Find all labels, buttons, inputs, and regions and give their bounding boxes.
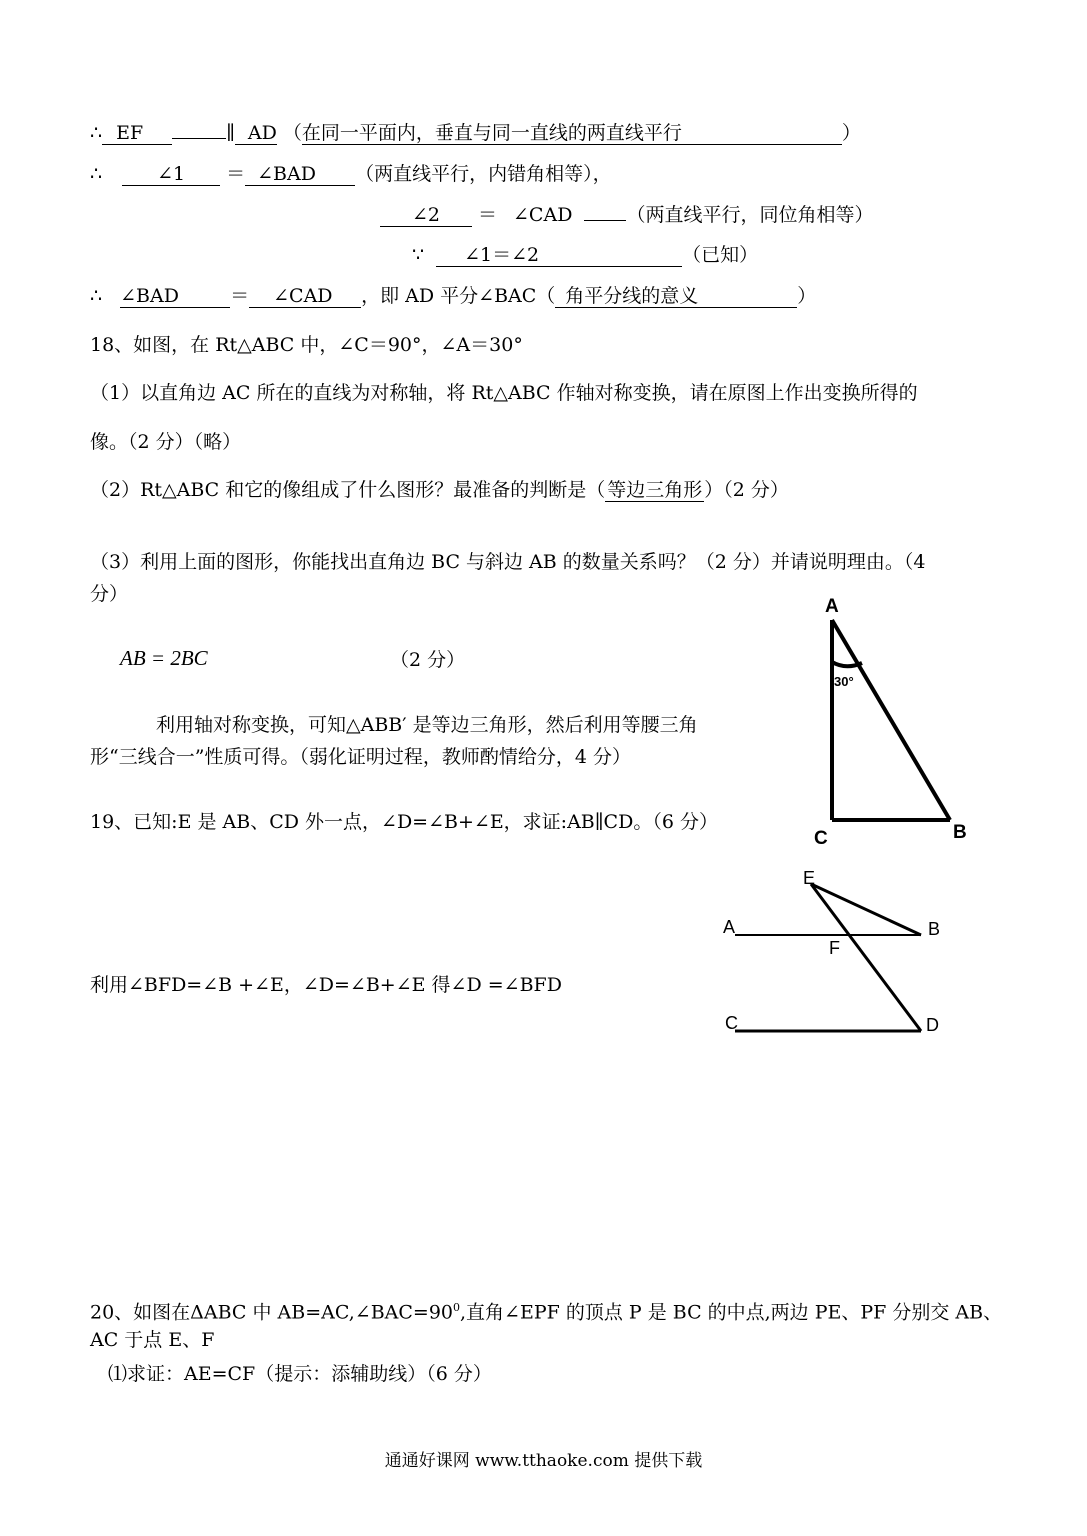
reason-4: （已知） [682, 244, 759, 266]
q19-title: 19、已知:E 是 AB、CD 外一点，∠D=∠B+∠E，求证:AB∥CD。（6 分） [90, 811, 718, 833]
blank-bisector: 角平分线的意义 [555, 285, 797, 308]
q18-part2: （2）Rt△ABC 和它的像组成了什么图形？最准备的判断是（ 等边三角形 ）（2 分） [90, 479, 789, 501]
q18-title: 18、如图，在 Rt△ABC 中，∠C＝90°，∠A＝30° [90, 334, 523, 356]
blank-gap-3 [584, 220, 626, 221]
line-eb [811, 884, 921, 935]
q20-line2: AC 于点 E、F [90, 1329, 215, 1351]
q18-explanation-line1: 利用轴对称变换，可知△ABB′ 是等边三角形，然后利用等腰三角 [156, 714, 698, 736]
blank-ad: AD [235, 122, 277, 145]
q18-part3-line1: （3）利用上面的图形，你能找出直角边 BC 与斜边 AB 的数量关系吗？（2 分）并请说明理由。（4 [90, 551, 926, 573]
label-b2: B [928, 919, 941, 939]
answer-equilateral: 等边三角形 [607, 479, 703, 501]
paren-open: （ [282, 122, 302, 144]
label-angle-30: 30° [834, 674, 854, 689]
parallel-lines-figure [715, 862, 955, 1042]
proof-line-3: ∠2 ＝ ∠CAD （两直线平行，同位角相等） [380, 203, 873, 227]
because-sign: ∵ [412, 244, 425, 266]
paren-close: ） [841, 122, 861, 144]
side-ab [832, 620, 950, 820]
blank-cad: ∠CAD [249, 285, 361, 308]
blank-angle-bad: ∠BAD [245, 163, 355, 186]
q20-part1: ⑴求证：AE=CF（提示：添辅助线）（6 分） [108, 1363, 492, 1385]
triangle-figure [800, 590, 980, 850]
q19-answer: 利用∠BFD=∠B +∠E，∠D=∠B+∠E 得∠D =∠BFD [90, 974, 562, 996]
q18-part1-line1: （1）以直角边 AC 所在的直线为对称轴，将 Rt△ABC 作轴对称变换，请在原图上作出变换所得的 [90, 382, 918, 404]
q18-part1-line2: 像。（2 分）（略） [90, 431, 242, 453]
blank-reason-1: 在同一平面内，垂直与同一直线的两直线平行 [302, 122, 842, 145]
q18-formula: AB = 2BC [120, 646, 208, 670]
q18-formula-score: （2 分） [390, 649, 466, 671]
proof-line-4 [412, 243, 758, 267]
proof-line-1: ∴ EF ∥ AD （在同一平面内，垂直与同一直线的两直线平行 ） [90, 122, 861, 144]
label-d: D [926, 1015, 939, 1035]
reason-2: （两直线平行，内错角相等）， [355, 163, 612, 185]
label-e: E [803, 868, 816, 888]
label-a: A [825, 596, 839, 617]
blank-angle1: ∠1 [122, 163, 220, 186]
q18-part3-line2: 分） [90, 583, 129, 605]
reason-3: （两直线平行，同位角相等） [626, 204, 874, 226]
label-f: F [829, 938, 840, 958]
q20-line1: 20、如图在ΔABC 中 $AB=AC,\angle BAC=90^0$,直角∠EPF 的顶点 P 是 BC 的中点,两边 PE、PF 分别交 AB、 [90, 1301, 1003, 1324]
blank-bad: ∠BAD [120, 285, 230, 308]
label-a2: A [723, 917, 736, 937]
proof-line-5: ∴ ∠BAD ＝ ∠CAD ，即 AD 平分∠BAC（ 角平分线的意义 ） [90, 285, 817, 307]
blank-given: ∠1＝∠2 [436, 244, 682, 267]
label-c2: C [725, 1013, 738, 1033]
blank-angle2: ∠2 [380, 204, 472, 227]
parallel-sign: ∥ [226, 122, 235, 144]
blank-ef: EF [102, 122, 172, 145]
line-ed [811, 884, 921, 1031]
label-b: B [953, 822, 967, 843]
angle-arc [832, 662, 862, 666]
page-footer: 通通好课网 www.tthaoke.com 提供下载 [384, 1451, 703, 1471]
blank-gap [172, 138, 226, 139]
q18-explanation-line2: 形“三线合一”性质可得。（弱化证明过程，教师酌情给分，4 分） [90, 746, 632, 768]
label-c: C [814, 828, 828, 849]
angle-cad: ∠CAD [513, 204, 573, 226]
proof-line-2: ∴ ∠1 ＝ ∠BAD （两直线平行，内错角相等）， [90, 163, 612, 185]
